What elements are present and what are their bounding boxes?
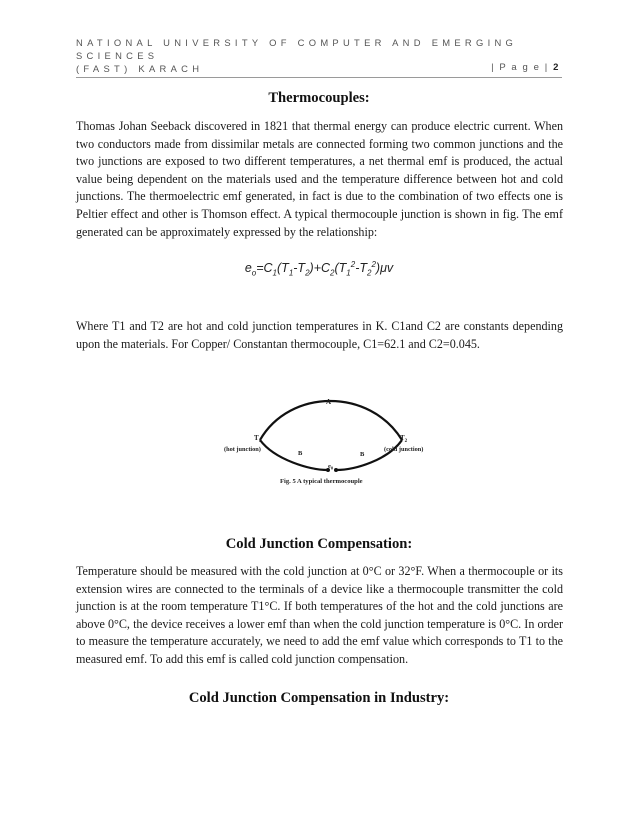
terminal-right	[334, 468, 338, 472]
section-title-cold-junction: Cold Junction Compensation:	[225, 536, 413, 552]
header-divider	[76, 77, 562, 78]
section-title-industry: Cold Junction Compensation in Industry:	[188, 690, 450, 706]
header-campus: (FAST) KARACH	[76, 63, 204, 74]
paragraph-cold-junction: Temperature should be measured with the cold junction at 0°C or 32°F. When a thermocouple or its extension wires are connected to the terminals of a device like a thermocouple transmitter the cold junction is at the room temperature T1°C. If both temperatures of the hot and the cold junctions are above 0°C, the device receives a lower emf than when the cold junction temperature is 0°C. In order to measure the temperature accurately, we need to add the emf value which corresponds to T1 to the measured emf. To add this emf is called cold junction compensation.	[76, 564, 563, 666]
label-b-left: B	[298, 450, 303, 457]
paragraph-seeback: Thomas Johan Seeback discovered in 1821 that thermal energy can produce electric current. When two conductors made from dissimilar metals are connected forming two common junctions and the two junctions are exposed to two different temperatures, a net thermal emf is produced, the actual value being dependent on the materials used and the temperature difference between hot and cold junctions. The thermoelectric emf generated, in fact is due to the combination of two effects one is Peltier effect and other is Thomson effect. A typical thermocouple junction is shown in fig. The emf generated can be approximately expressed by the relationship:	[76, 119, 563, 239]
wire-a	[260, 401, 402, 440]
section-title-thermocouples: Thermocouples:	[268, 90, 370, 106]
header-institution: NATIONAL UNIVERSITY OF COMPUTER AND EMERGING SCIENCES	[76, 37, 518, 61]
label-a: A	[326, 398, 332, 406]
wire-b-left	[260, 440, 328, 470]
label-cold-junction: (cold junction)	[384, 446, 424, 453]
label-hot-junction: (hot junction)	[224, 446, 261, 453]
running-header	[76, 36, 556, 75]
label-t1: $T_1$	[254, 434, 262, 444]
figure-caption: Fig. 5 A typical thermocouple	[280, 478, 363, 485]
label-b-right: B	[360, 451, 365, 458]
page-number	[491, 62, 560, 73]
thermocouple-figure	[210, 388, 440, 500]
label-e0: $e_0$	[328, 463, 334, 471]
page-label: | P a g e |	[491, 62, 549, 73]
paragraph-junction-temps: Where T1 and T2 are hot and cold junction temperatures in K. C1and C2 are constants depending upon the materials. For Copper/ Constantan thermocouple, C1=62.1 and C2=0.045.	[76, 319, 563, 351]
emf-equation: $e_o=C_1(T_1-T_2)+C_2(T_1^2-T_2^2)\mu v$	[244, 260, 394, 278]
page-number-value: 2	[553, 62, 560, 73]
wire-b-right	[336, 440, 402, 470]
label-t2: $T_2$	[400, 434, 408, 444]
